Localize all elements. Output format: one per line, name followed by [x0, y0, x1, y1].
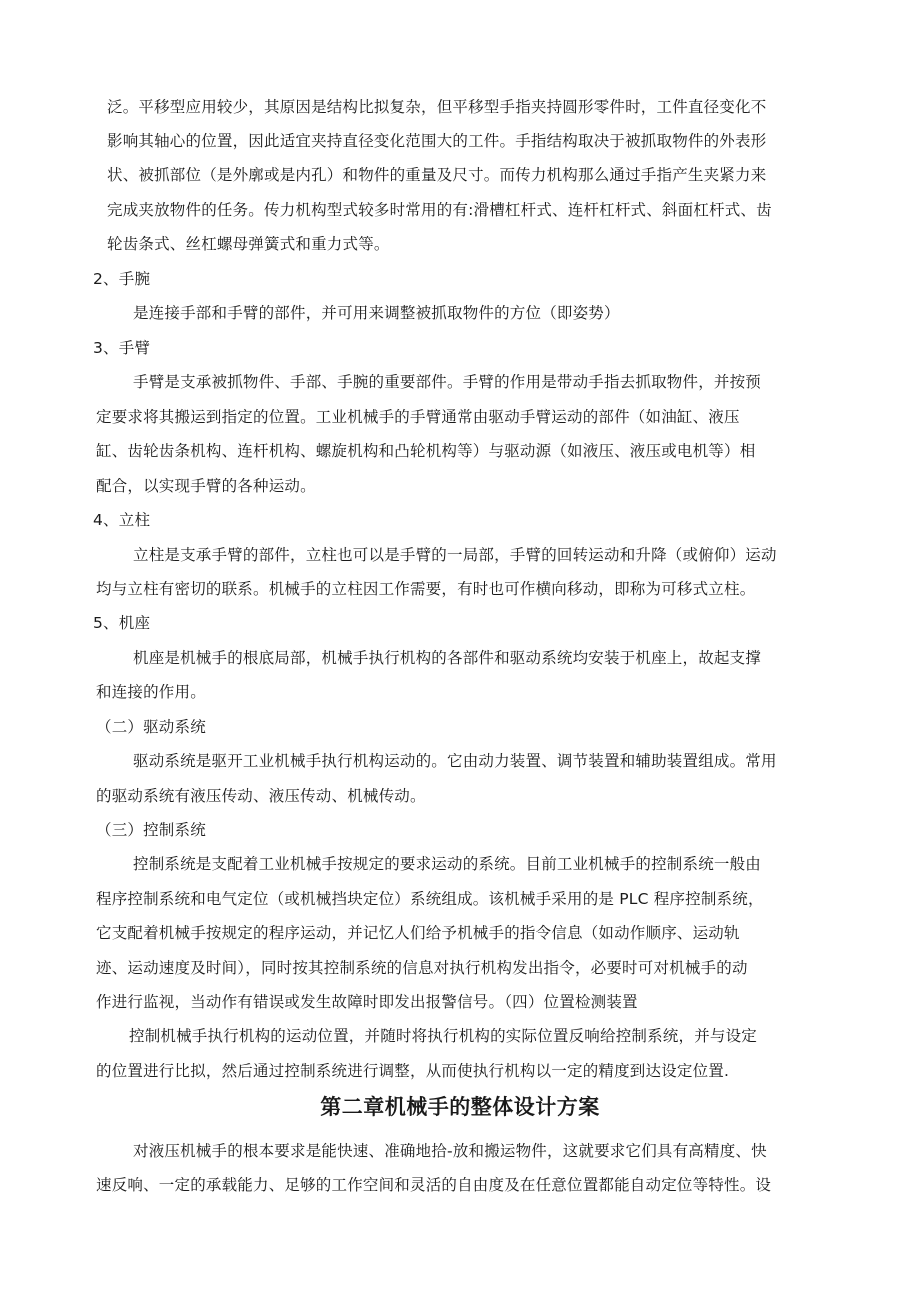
section-heading: 3、手臂 — [93, 339, 151, 357]
paragraph-line: 对液压机械手的根本要求是能快速、准确地拾-放和搬运物件，这就要求它们具有高精度、快 — [133, 1142, 767, 1160]
paragraph-line: 和连接的作用。 — [96, 683, 206, 701]
paragraph-line: 立柱是支承手臂的部件，立柱也可以是手臂的一局部，手臂的回转运动和升降（或俯仰）运动 — [133, 546, 777, 564]
paragraph-line: 轮齿条式、丝杠螺母弹簧式和重力式等。 — [107, 235, 390, 253]
section-heading: （三）控制系统 — [96, 821, 206, 839]
chapter-title: 第二章机械手的整体设计方案 — [320, 1095, 600, 1119]
paragraph-line: 手臂是支承被抓物件、手部、手腕的重要部件。手臂的作用是带动手指去抓取物件，并按预 — [133, 373, 762, 391]
paragraph-line: 控制系统是支配着工业机械手按规定的要求运动的系统。目前工业机械手的控制系统一般由 — [133, 855, 762, 873]
paragraph-line: 它支配着机械手按规定的程序运动，并记忆人们给予机械手的指令信息（如动作顺序、运动轨 — [96, 924, 740, 942]
section-heading: 4、立柱 — [93, 511, 151, 529]
paragraph-line: 定要求将其搬运到指定的位置。工业机械手的手臂通常由驱动手臂运动的部件（如油缸、液压 — [96, 408, 740, 426]
paragraph-line: 的驱动系统有液压传动、液压传动、机械传动。 — [96, 787, 426, 805]
paragraph-line: 机座是机械手的根底局部，机械手执行机构的各部件和驱动系统均安装于机座上，故起支撑 — [133, 649, 762, 667]
section-heading: 5、机座 — [93, 614, 151, 632]
paragraph-line: 缸、齿轮齿条机构、连杆机构、螺旋机构和凸轮机构等）与驱动源（如液压、液压或电机等）相 — [96, 442, 756, 460]
paragraph-line: 均与立柱有密切的联系。机械手的立柱因工作需要，有时也可作横向移动，即称为可移式立柱。 — [96, 580, 756, 598]
paragraph-line: 泛。平移型应用较少，其原因是结构比拟复杂，但平移型手指夹持圆形零件时，工件直径变化不 — [107, 98, 767, 116]
section-heading: （二）驱动系统 — [96, 718, 206, 736]
paragraph-line: 影响其轴心的位置，因此适宜夹持直径变化范围大的工件。手指结构取决于被抓取物件的外表形 — [107, 132, 767, 150]
paragraph-line: 配合，以实现手臂的各种运动。 — [96, 477, 316, 495]
paragraph-line: 迹、运动速度及时间），同时按其控制系统的信息对执行机构发出指令，必要时可对机械手的动 — [96, 959, 748, 977]
paragraph-line: 驱动系统是驱开工业机械手执行机构运动的。它由动力装置、调节装置和辅助装置组成。常用 — [133, 752, 777, 770]
paragraph-line: 的位置进行比拟，然后通过控制系统进行调整，从而使执行机构以一定的精度到达设定位置. — [96, 1062, 730, 1080]
paragraph-line: 状、被抓部位（是外廓或是内孔）和物件的重量及尺寸。而传力机构那么通过手指产生夹紧力来 — [107, 166, 767, 184]
paragraph-line: 完成夹放物件的任务。传力机构型式较多时常用的有:滑槽杠杆式、连杆杠杆式、斜面杠杆式、齿 — [107, 201, 772, 219]
paragraph-line: 是连接手部和手臂的部件，并可用来调整被抓取物件的方位（即姿势） — [133, 304, 620, 322]
section-heading: 2、手腕 — [93, 270, 151, 288]
paragraph-line: 程序控制系统和电气定位（或机械挡块定位）系统组成。该机械手采用的是 PLC 程序控制系统， — [96, 890, 764, 908]
paragraph-line: 作进行监视，当动作有错误或发生故障时即发出报警信号。（四）位置检测装置 — [96, 993, 638, 1011]
paragraph-line: 速反响、一定的承载能力、足够的工作空间和灵活的自由度及在任意位置都能自动定位等特性。设 — [96, 1176, 772, 1194]
paragraph-line: 控制机械手执行机构的运动位置，并随时将执行机构的实际位置反响给控制系统，并与设定 — [129, 1027, 758, 1045]
